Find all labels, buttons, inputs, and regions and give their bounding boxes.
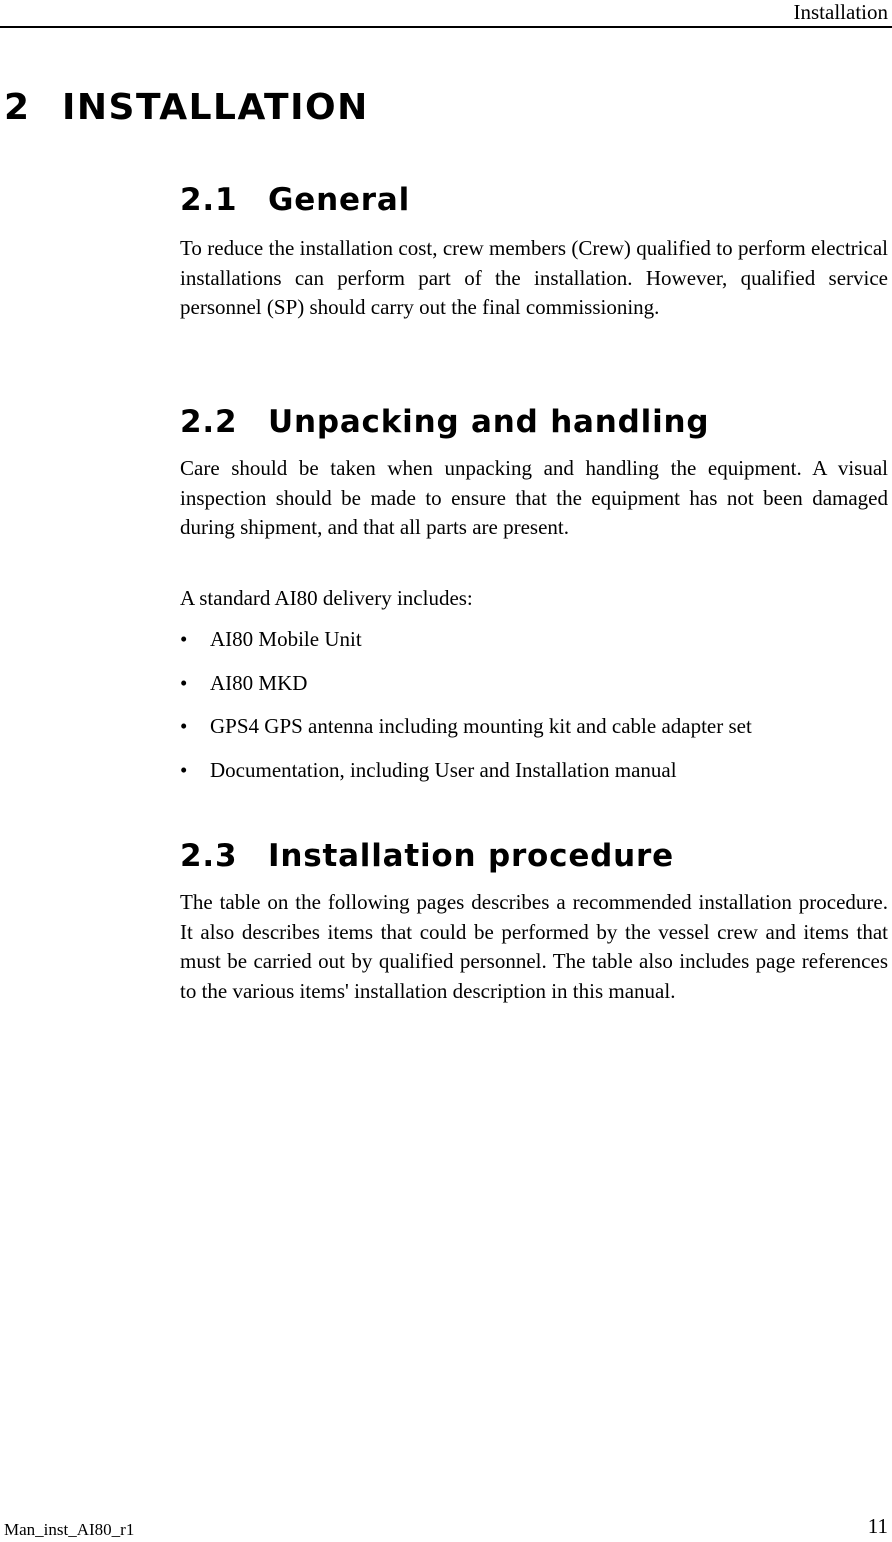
header-divider [0,26,892,28]
section-title: Installation procedure [268,838,674,874]
list-item: • Documentation, including User and Installation manual [180,756,888,800]
section-number: 2.2 [180,404,238,440]
chapter-heading [4,84,369,132]
section-number: 2.3 [180,838,238,874]
bullet-icon: • [180,757,188,782]
list-item: • AI80 MKD [180,669,888,713]
bullet-icon: • [180,714,188,738]
page-number: 11 [867,1514,888,1538]
bullet-icon: • [180,627,188,651]
section-number: 2.1 [180,182,238,218]
document-id: Man_inst_AI80_r1 [4,1520,135,1539]
header-title: Installation [793,0,888,24]
general-paragraph: To reduce the installation cost, crew members (Crew) qualified to perform electrical installations can perform part of the installation. However, qualified service personnel (SP) should carry out the final commissioning. [180,236,888,319]
procedure-paragraph: The table on the following pages describes a recommended installation procedure. It also describes items that could be performed by the vessel crew and items that must be carried out by qualified personnel. The table also includes page references to the various items' installation description in this manual. [180,890,888,1003]
bullet-icon: • [180,670,188,695]
chapter-number: 2 [4,87,31,128]
list-item: • AI80 Mobile Unit [180,625,888,669]
delivery-intro: A standard AI80 delivery includes: [180,586,473,610]
section-heading-general [180,180,410,220]
unpacking-paragraph: Care should be taken when unpacking and handling the equipment. A visual inspection should be made to ensure that the equipment has not been damaged during shipment, and that all parts are present. [180,456,888,539]
delivery-list [180,625,888,799]
section-heading-procedure [180,836,674,876]
list-item: • GPS4 GPS antenna including mounting kit and cable adapter set [180,712,888,756]
section-heading-unpacking [180,402,709,442]
section-title: Unpacking and handling [268,404,710,440]
section-title: General [268,182,410,218]
chapter-title: INSTALLATION [62,87,369,128]
